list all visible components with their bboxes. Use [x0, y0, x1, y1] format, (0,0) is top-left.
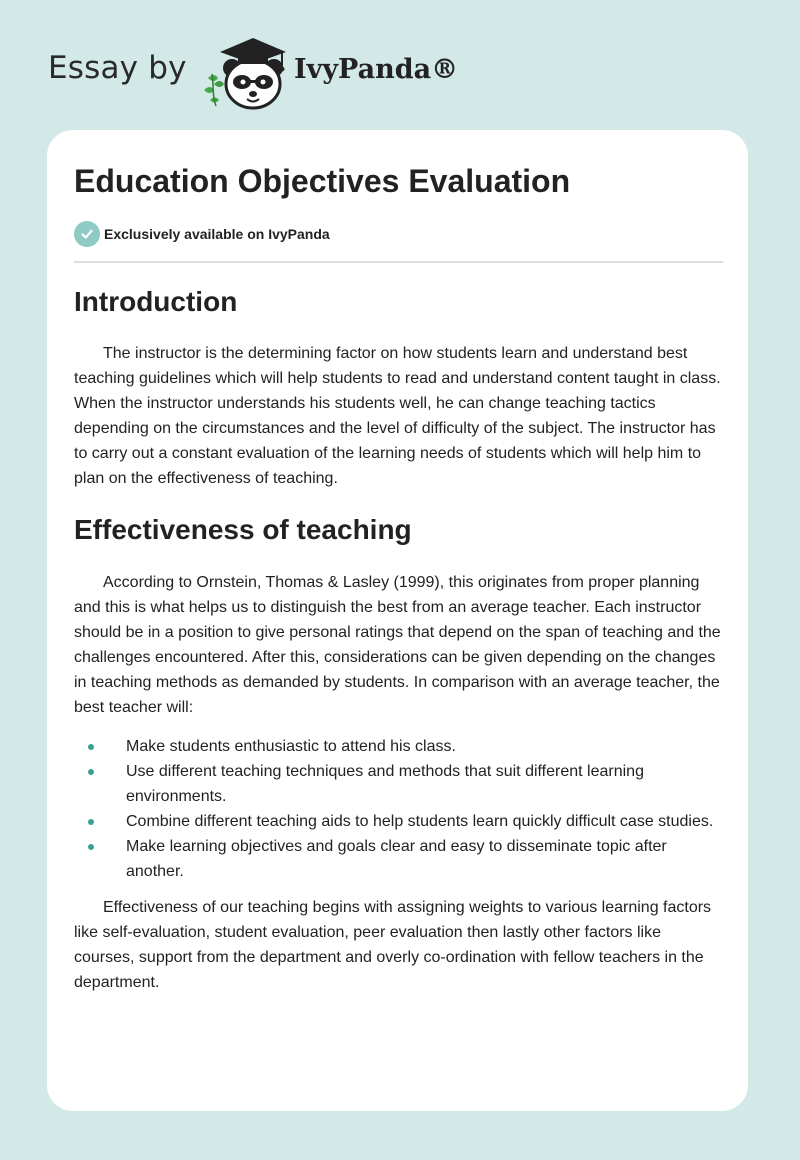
- list-item-text: Make learning objectives and goals clear and easy to disseminate topic after another.: [126, 838, 667, 880]
- site-header: [48, 34, 508, 110]
- list-item: [74, 809, 723, 834]
- section-heading-effectiveness: Effectiveness of teaching: [74, 514, 412, 545]
- list-item: [74, 834, 723, 884]
- list-item: [74, 734, 723, 759]
- list-item-text: Use different teaching techniques and methods that suit different learning environments.: [126, 763, 644, 805]
- exclusive-badge-label: Exclusively available on IvyPanda: [104, 226, 330, 242]
- list-item-text: Make students enthusiastic to attend his class.: [126, 738, 456, 755]
- bullet-icon: [88, 819, 94, 825]
- best-teacher-list: [74, 734, 723, 884]
- bullet-icon: [88, 744, 94, 750]
- section-heading-introduction: Introduction: [74, 286, 238, 317]
- divider: [74, 261, 723, 263]
- article-body: [74, 285, 723, 995]
- list-item-text: Combine different teaching aids to help students learn quickly difficult case studies.: [126, 813, 714, 830]
- list-item: [74, 759, 723, 809]
- introduction-paragraph: The instructor is the determining factor on how students learn and understand best teaching guidelines which will help students to read and understand content taught in class. When the instructor understands his students well, he can change teaching tactics depending on the circumstances and the level of difficulty of the subject. The instructor has to carry out a constant evaluation of the learning needs of students which will help him to plan on the effectiveness of teaching.: [74, 345, 721, 487]
- checkmark-icon: [74, 221, 100, 247]
- effectiveness-paragraph-2: Effectiveness of our teaching begins with assigning weights to various learning factors like self-evaluation, student evaluation, peer evaluation then lastly other factors like courses, support from the department and overly co-ordination with fellow teachers in the department.: [74, 899, 712, 991]
- bullet-icon: [88, 769, 94, 775]
- panda-logo-icon[interactable]: [200, 34, 292, 110]
- bullet-icon: [88, 844, 94, 850]
- effectiveness-paragraph-1: According to Ornstein, Thomas & Lasley (1999), this originates from proper planning and this is what helps us to distinguish the best from an average teacher. Each instructor should be in a position to give personal ratings that depend on the span of teaching and the challenges encountered. After this, considerations can be given depending on the changes in teaching methods as demanded by students. In comparison with an average teacher, the best teacher will:: [74, 574, 721, 716]
- essay-by-label: Essay by: [48, 50, 187, 86]
- ivypanda-brand-name: IvyPanda®: [294, 54, 459, 85]
- exclusive-badge: [74, 221, 330, 247]
- essay-card: [47, 130, 748, 1111]
- page-title: Education Objectives Evaluation: [74, 163, 571, 199]
